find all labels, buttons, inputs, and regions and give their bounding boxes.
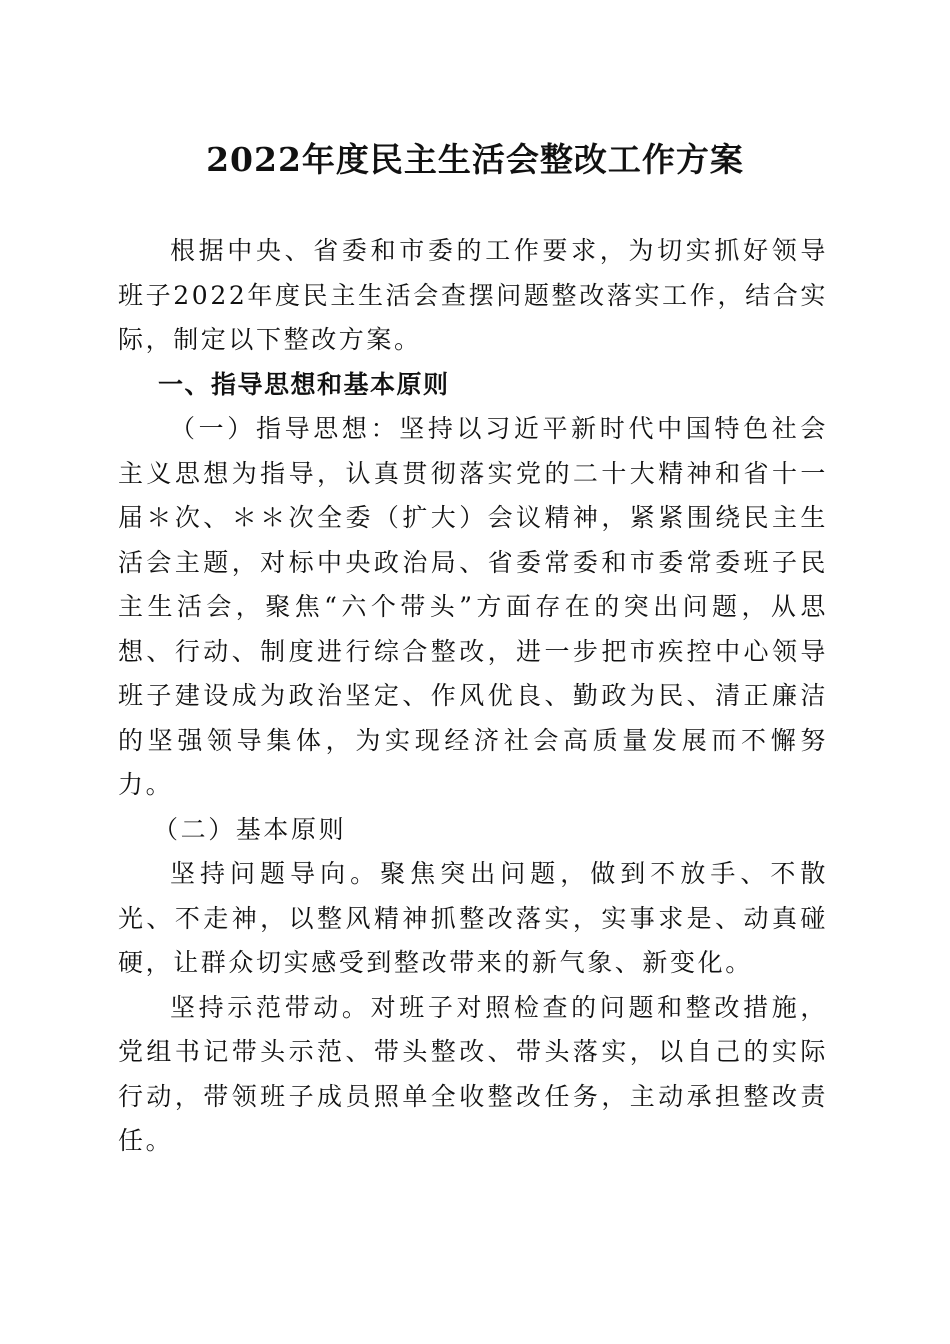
guiding-thought-paragraph: （一）指导思想：坚持以习近平新时代中国特色社会主义思想为指导，认真贯彻落实党的二十大精神和省十一届＊次、＊＊次全委（扩大）会议精神，紧紧围绕民主生活会主题，对标中央政治局、省委常委和市委常委班子民主生活会，聚焦“六个带头”方面存在的突出问题，从思想、行动、制度进行综合整改，进一步把市疾控中心领导班子建设成为政治坚定、作风优良、勤政为民、清正廉洁的坚强领导集体，为实现经济社会高质量发展而不懈努力。 [118, 414, 828, 799]
principle-problem-oriented-paragraph: 坚持问题导向。聚焦突出问题，做到不放手、不散光、不走神，以整风精神抓整改落实，实事求是、动真碰硬，让群众切实感受到整改带来的新气象、新变化。 [118, 859, 828, 977]
intro-paragraph: 根据中央、省委和市委的工作要求，为切实抓好领导班子2022年度民主生活会查摆问题整改落实工作，结合实际，制定以下整改方案。 [118, 236, 828, 354]
document-title: 2022年度民主生活会整改工作方案 [206, 140, 744, 179]
subsection-heading-basic-principles: （二）基本原则 [153, 814, 347, 844]
section-heading-guiding-principles: 一、指导思想和基本原则 [158, 369, 450, 399]
document-body [118, 229, 828, 1164]
principle-exemplary-leading-paragraph: 坚持示范带动。对班子对照检查的问题和整改措施，党组书记带头示范、带头整改、带头落实，以自己的实际行动，带领班子成员照单全收整改任务，主动承担整改责任。 [118, 992, 828, 1155]
